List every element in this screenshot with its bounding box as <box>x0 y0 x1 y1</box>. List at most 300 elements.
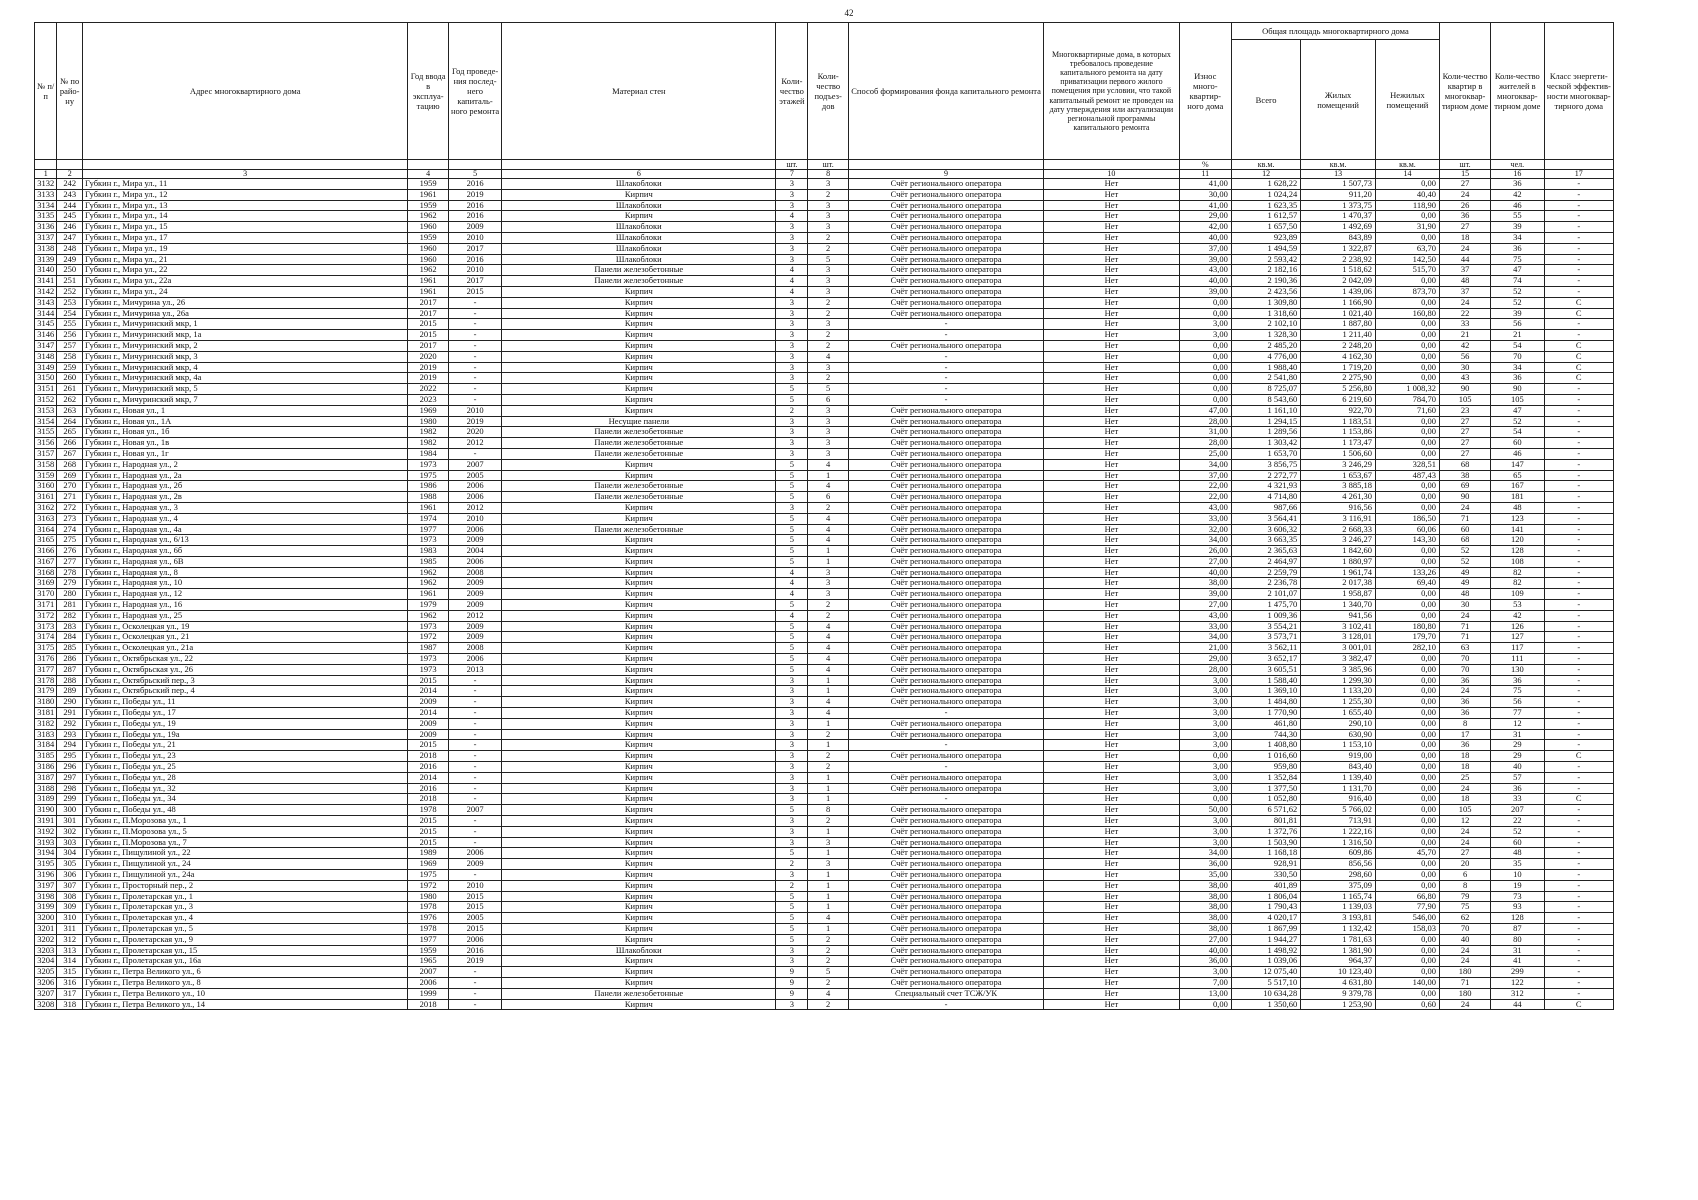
cell-privatization: Нет <box>1044 200 1179 211</box>
cell-privatization: Нет <box>1044 502 1179 513</box>
cell-year-in: 2022 <box>408 384 449 395</box>
col-header-apartments: Коли-чество квартир в многоквар-тирном доме <box>1439 23 1490 160</box>
table-row <box>35 621 1614 632</box>
cell-fund-method: Счёт регионального оператора <box>848 286 1043 297</box>
cell-energy-class: - <box>1544 222 1614 233</box>
cell-area-living: 1 340,70 <box>1301 600 1376 611</box>
cell-year-in: 2018 <box>408 794 449 805</box>
cell-district-no: 306 <box>57 870 83 881</box>
cell-residents: 42 <box>1491 189 1544 200</box>
cell-area-nonliving: 0,00 <box>1375 675 1439 686</box>
cell-year-in: 1959 <box>408 945 449 956</box>
cell-np: 3207 <box>35 988 57 999</box>
cell-apartments: 180 <box>1439 967 1490 978</box>
cell-address: Губкин г., Мира ул., 12 <box>82 189 407 200</box>
cell-year-in: 1961 <box>408 589 449 600</box>
cell-energy-class: - <box>1544 913 1614 924</box>
cell-privatization: Нет <box>1044 265 1179 276</box>
cell-floors: 3 <box>776 297 808 308</box>
cell-residents: 47 <box>1491 405 1544 416</box>
cell-wear: 0,00 <box>1179 373 1231 384</box>
cell-address: Губкин г., Мира ул., 22 <box>82 265 407 276</box>
cell-energy-class: - <box>1544 934 1614 945</box>
cell-material: Кирпич <box>502 621 776 632</box>
cell-address: Губкин г., Пищулиной ул., 24а <box>82 870 407 881</box>
cell-area-nonliving: 133,26 <box>1375 567 1439 578</box>
cell-privatization: Нет <box>1044 816 1179 827</box>
col-header-material: Материал стен <box>502 23 776 160</box>
cell-wear: 38,00 <box>1179 923 1231 934</box>
cell-area-nonliving: 142,50 <box>1375 254 1439 265</box>
cell-fund-method: Счёт регионального оператора <box>848 805 1043 816</box>
cell-year-repair: - <box>448 977 501 988</box>
cell-address: Губкин г., Мира ул., 19 <box>82 243 407 254</box>
cell-area-nonliving: 0,00 <box>1375 805 1439 816</box>
cell-district-no: 280 <box>57 589 83 600</box>
cell-address: Губкин г., Мира ул., 15 <box>82 222 407 233</box>
cell-material: Кирпич <box>502 837 776 848</box>
cell-energy-class: - <box>1544 448 1614 459</box>
cell-wear: 3,00 <box>1179 762 1231 773</box>
cell-area-living: 2 668,33 <box>1301 524 1376 535</box>
cell-area-nonliving: 0,00 <box>1375 232 1439 243</box>
cell-entrances: 1 <box>808 848 849 859</box>
cell-district-no: 300 <box>57 805 83 816</box>
cell-year-repair: 2016 <box>448 211 501 222</box>
cell-residents: 105 <box>1491 394 1544 405</box>
cell-residents: 108 <box>1491 556 1544 567</box>
cell-year-repair: 2009 <box>448 632 501 643</box>
cell-residents: 22 <box>1491 816 1544 827</box>
cell-fund-method: Счёт регионального оператора <box>848 276 1043 287</box>
cell-floors: 3 <box>776 837 808 848</box>
cell-apartments: 37 <box>1439 286 1490 297</box>
cell-area-total: 461,80 <box>1231 718 1300 729</box>
cell-apartments: 79 <box>1439 891 1490 902</box>
cell-entrances: 3 <box>808 837 849 848</box>
cell-entrances: 4 <box>808 988 849 999</box>
cell-year-repair: 2005 <box>448 470 501 481</box>
cell-area-nonliving: 0,00 <box>1375 729 1439 740</box>
cell-entrances: 8 <box>808 805 849 816</box>
cell-area-total: 3 856,75 <box>1231 459 1300 470</box>
cell-entrances: 3 <box>808 578 849 589</box>
cell-year-repair: - <box>448 373 501 384</box>
cell-address: Губкин г., Октябрьский пер., 4 <box>82 686 407 697</box>
cell-address: Губкин г., Народная ул., 16 <box>82 600 407 611</box>
cell-year-in: 2014 <box>408 772 449 783</box>
cell-wear: 29,00 <box>1179 654 1231 665</box>
cell-district-no: 314 <box>57 956 83 967</box>
cell-energy-class: - <box>1544 211 1614 222</box>
cell-energy-class: - <box>1544 459 1614 470</box>
cell-residents: 36 <box>1491 783 1544 794</box>
cell-material: Панели железобетонные <box>502 276 776 287</box>
cell-floors: 3 <box>776 718 808 729</box>
cell-address: Губкин г., Мичуринский мкр, 7 <box>82 394 407 405</box>
cell-area-living: 2 042,09 <box>1301 276 1376 287</box>
cell-year-in: 2015 <box>408 675 449 686</box>
cell-area-nonliving: 0,00 <box>1375 708 1439 719</box>
cell-year-in: 1959 <box>408 200 449 211</box>
cell-apartments: 38 <box>1439 470 1490 481</box>
cell-year-repair: - <box>448 740 501 751</box>
cell-material: Кирпич <box>502 286 776 297</box>
cell-material: Кирпич <box>502 999 776 1010</box>
column-number: 14 <box>1375 170 1439 179</box>
cell-material: Панели железобетонные <box>502 988 776 999</box>
cell-apartments: 27 <box>1439 179 1490 190</box>
cell-area-total: 1 612,57 <box>1231 211 1300 222</box>
cell-apartments: 71 <box>1439 513 1490 524</box>
cell-district-no: 264 <box>57 416 83 427</box>
table-row <box>35 448 1614 459</box>
cell-privatization: Нет <box>1044 351 1179 362</box>
cell-area-total: 1 498,92 <box>1231 945 1300 956</box>
cell-area-nonliving: 0,00 <box>1375 718 1439 729</box>
cell-area-total: 1 289,56 <box>1231 427 1300 438</box>
cell-area-nonliving: 0,00 <box>1375 340 1439 351</box>
cell-area-living: 1 139,40 <box>1301 772 1376 783</box>
cell-district-no: 258 <box>57 351 83 362</box>
cell-fund-method: Счёт регионального оператора <box>848 502 1043 513</box>
cell-privatization: Нет <box>1044 448 1179 459</box>
cell-district-no: 294 <box>57 740 83 751</box>
cell-residents: 29 <box>1491 740 1544 751</box>
cell-floors: 5 <box>776 470 808 481</box>
cell-district-no: 288 <box>57 675 83 686</box>
cell-year-repair: 2007 <box>448 459 501 470</box>
cell-wear: 35,00 <box>1179 870 1231 881</box>
cell-district-no: 250 <box>57 265 83 276</box>
cell-floors: 3 <box>776 200 808 211</box>
cell-fund-method: Счёт регионального оператора <box>848 934 1043 945</box>
cell-area-living: 609,86 <box>1301 848 1376 859</box>
cell-year-repair: 2019 <box>448 189 501 200</box>
cell-address: Губкин г., Победы ул., 34 <box>82 794 407 805</box>
cell-area-total: 8 543,60 <box>1231 394 1300 405</box>
cell-area-living: 916,40 <box>1301 794 1376 805</box>
cell-year-repair: 2006 <box>448 934 501 945</box>
cell-fund-method: Счёт регионального оператора <box>848 556 1043 567</box>
cell-residents: 130 <box>1491 664 1544 675</box>
cell-floors: 5 <box>776 524 808 535</box>
cell-np: 3169 <box>35 578 57 589</box>
cell-entrances: 3 <box>808 265 849 276</box>
cell-apartments: 36 <box>1439 211 1490 222</box>
cell-np: 3133 <box>35 189 57 200</box>
cell-address: Губкин г., Народная ул., 2 <box>82 459 407 470</box>
table-row <box>35 880 1614 891</box>
cell-residents: 52 <box>1491 286 1544 297</box>
cell-np: 3167 <box>35 556 57 567</box>
table-row <box>35 578 1614 589</box>
cell-residents: 128 <box>1491 546 1544 557</box>
cell-area-total: 1 294,15 <box>1231 416 1300 427</box>
cell-area-nonliving: 0,00 <box>1375 362 1439 373</box>
cell-district-no: 311 <box>57 923 83 934</box>
cell-residents: 60 <box>1491 837 1544 848</box>
cell-privatization: Нет <box>1044 578 1179 589</box>
table-row <box>35 513 1614 524</box>
cell-np: 3139 <box>35 254 57 265</box>
cell-district-no: 307 <box>57 880 83 891</box>
unit-area-nonliving: кв.м. <box>1375 160 1439 170</box>
cell-residents: 127 <box>1491 632 1544 643</box>
cell-residents: 46 <box>1491 200 1544 211</box>
cell-wear: 0,00 <box>1179 794 1231 805</box>
cell-apartments: 8 <box>1439 718 1490 729</box>
cell-year-repair: - <box>448 384 501 395</box>
cell-area-living: 298,60 <box>1301 870 1376 881</box>
cell-year-repair: 2010 <box>448 232 501 243</box>
cell-privatization: Нет <box>1044 556 1179 567</box>
table-row <box>35 956 1614 967</box>
cell-floors: 5 <box>776 621 808 632</box>
cell-np: 3146 <box>35 330 57 341</box>
cell-area-nonliving: 66,80 <box>1375 891 1439 902</box>
cell-area-living: 713,91 <box>1301 816 1376 827</box>
cell-material: Кирпич <box>502 578 776 589</box>
cell-district-no: 266 <box>57 438 83 449</box>
cell-energy-class: - <box>1544 600 1614 611</box>
cell-privatization: Нет <box>1044 589 1179 600</box>
cell-district-no: 272 <box>57 502 83 513</box>
cell-district-no: 262 <box>57 394 83 405</box>
cell-year-in: 1977 <box>408 524 449 535</box>
cell-area-nonliving: 140,00 <box>1375 977 1439 988</box>
cell-address: Губкин г., Народная ул., 25 <box>82 610 407 621</box>
cell-material: Кирпич <box>502 826 776 837</box>
cell-material: Кирпич <box>502 373 776 384</box>
cell-area-total: 2 272,77 <box>1231 470 1300 481</box>
cell-entrances: 4 <box>808 481 849 492</box>
table-row <box>35 438 1614 449</box>
cell-area-nonliving: 0,00 <box>1375 589 1439 600</box>
cell-privatization: Нет <box>1044 902 1179 913</box>
cell-year-in: 2019 <box>408 362 449 373</box>
cell-energy-class: - <box>1544 610 1614 621</box>
cell-residents: 34 <box>1491 362 1544 373</box>
cell-material: Кирпич <box>502 977 776 988</box>
cell-area-nonliving: 0,00 <box>1375 297 1439 308</box>
cell-area-nonliving: 546,00 <box>1375 913 1439 924</box>
cell-residents: 120 <box>1491 535 1544 546</box>
cell-energy-class: - <box>1544 643 1614 654</box>
cell-fund-method: Счёт регионального оператора <box>848 977 1043 988</box>
cell-wear: 30,00 <box>1179 189 1231 200</box>
cell-address: Губкин г., Пролетарская ул., 4 <box>82 913 407 924</box>
cell-district-no: 261 <box>57 384 83 395</box>
cell-material: Кирпич <box>502 589 776 600</box>
cell-address: Губкин г., Мира ул., 14 <box>82 211 407 222</box>
cell-wear: 38,00 <box>1179 913 1231 924</box>
cell-material: Шлакоблоки <box>502 222 776 233</box>
cell-privatization: Нет <box>1044 675 1179 686</box>
cell-address: Губкин г., Осколецкая ул., 21 <box>82 632 407 643</box>
cell-material: Шлакоблоки <box>502 200 776 211</box>
unit-entrances: шт. <box>808 160 849 170</box>
cell-area-total: 801,81 <box>1231 816 1300 827</box>
cell-year-repair: - <box>448 394 501 405</box>
cell-residents: 31 <box>1491 729 1544 740</box>
cell-entrances: 1 <box>808 923 849 934</box>
cell-address: Губкин г., Народная ул., 3 <box>82 502 407 513</box>
cell-area-living: 3 128,01 <box>1301 632 1376 643</box>
cell-wear: 0,00 <box>1179 297 1231 308</box>
cell-privatization: Нет <box>1044 967 1179 978</box>
cell-energy-class: - <box>1544 945 1614 956</box>
cell-floors: 5 <box>776 805 808 816</box>
cell-area-nonliving: 1 008,32 <box>1375 384 1439 395</box>
cell-area-living: 1 506,60 <box>1301 448 1376 459</box>
cell-wear: 37,00 <box>1179 243 1231 254</box>
cell-year-repair: - <box>448 988 501 999</box>
cell-area-living: 1 021,40 <box>1301 308 1376 319</box>
cell-np: 3160 <box>35 481 57 492</box>
cell-fund-method: Счёт регионального оператора <box>848 967 1043 978</box>
cell-fund-method: Счёт регионального оператора <box>848 675 1043 686</box>
cell-area-total: 2 541,80 <box>1231 373 1300 384</box>
cell-privatization: Нет <box>1044 826 1179 837</box>
cell-fund-method: - <box>848 351 1043 362</box>
cell-residents: 54 <box>1491 340 1544 351</box>
cell-address: Губкин г., П.Морозова ул., 1 <box>82 816 407 827</box>
cell-area-living: 1 153,86 <box>1301 427 1376 438</box>
cell-floors: 9 <box>776 977 808 988</box>
cell-residents: 147 <box>1491 459 1544 470</box>
cell-energy-class: - <box>1544 783 1614 794</box>
cell-address: Губкин г., Победы ул., 19а <box>82 729 407 740</box>
cell-entrances: 2 <box>808 977 849 988</box>
cell-fund-method: - <box>848 999 1043 1010</box>
cell-address: Губкин г., П.Морозова ул., 5 <box>82 826 407 837</box>
cell-year-repair: 2015 <box>448 891 501 902</box>
cell-area-living: 1 166,90 <box>1301 297 1376 308</box>
cell-fund-method: Счёт регионального оператора <box>848 686 1043 697</box>
cell-area-living: 10 123,40 <box>1301 967 1376 978</box>
cell-privatization: Нет <box>1044 373 1179 384</box>
cell-area-nonliving: 0,00 <box>1375 438 1439 449</box>
cell-np: 3134 <box>35 200 57 211</box>
cell-area-living: 1 253,90 <box>1301 999 1376 1010</box>
cell-area-total: 1 623,35 <box>1231 200 1300 211</box>
cell-fund-method: Счёт регионального оператора <box>848 783 1043 794</box>
cell-np: 3148 <box>35 351 57 362</box>
cell-address: Губкин г., Пролетарская ул., 15 <box>82 945 407 956</box>
cell-material: Кирпич <box>502 340 776 351</box>
cell-np: 3164 <box>35 524 57 535</box>
col-header-residents: Коли-чество жителей в многоквар-тирном доме <box>1491 23 1544 160</box>
cell-privatization: Нет <box>1044 697 1179 708</box>
cell-residents: 90 <box>1491 384 1544 395</box>
cell-year-in: 1961 <box>408 502 449 513</box>
cell-privatization: Нет <box>1044 340 1179 351</box>
table-row <box>35 988 1614 999</box>
cell-floors: 3 <box>776 826 808 837</box>
cell-district-no: 253 <box>57 297 83 308</box>
cell-area-nonliving: 186,50 <box>1375 513 1439 524</box>
table-row <box>35 762 1614 773</box>
cell-material: Кирпич <box>502 718 776 729</box>
cell-privatization: Нет <box>1044 286 1179 297</box>
cell-district-no: 278 <box>57 567 83 578</box>
cell-area-living: 1 131,70 <box>1301 783 1376 794</box>
cell-floors: 3 <box>776 783 808 794</box>
cell-wear: 28,00 <box>1179 438 1231 449</box>
cell-area-living: 941,56 <box>1301 610 1376 621</box>
cell-floors: 5 <box>776 913 808 924</box>
cell-year-in: 2015 <box>408 330 449 341</box>
cell-floors: 3 <box>776 740 808 751</box>
cell-floors: 3 <box>776 686 808 697</box>
cell-floors: 5 <box>776 848 808 859</box>
cell-np: 3163 <box>35 513 57 524</box>
table-row <box>35 718 1614 729</box>
cell-wear: 3,00 <box>1179 729 1231 740</box>
cell-material: Кирпич <box>502 405 776 416</box>
cell-fund-method: Счёт регионального оператора <box>848 610 1043 621</box>
cell-fund-method: Счёт регионального оператора <box>848 405 1043 416</box>
cell-district-no: 315 <box>57 967 83 978</box>
cell-material: Кирпич <box>502 794 776 805</box>
cell-apartments: 37 <box>1439 265 1490 276</box>
cell-wear: 33,00 <box>1179 621 1231 632</box>
cell-area-living: 3 246,27 <box>1301 535 1376 546</box>
cell-floors: 3 <box>776 816 808 827</box>
cell-area-total: 6 571,62 <box>1231 805 1300 816</box>
cell-energy-class: - <box>1544 546 1614 557</box>
cell-floors: 4 <box>776 610 808 621</box>
cell-entrances: 3 <box>808 405 849 416</box>
table-row <box>35 416 1614 427</box>
cell-district-no: 283 <box>57 621 83 632</box>
column-number: 2 <box>57 170 83 179</box>
cell-area-nonliving: 179,70 <box>1375 632 1439 643</box>
cell-area-total: 1 328,30 <box>1231 330 1300 341</box>
cell-wear: 3,00 <box>1179 967 1231 978</box>
cell-area-total: 1 352,84 <box>1231 772 1300 783</box>
cell-area-living: 3 001,01 <box>1301 643 1376 654</box>
cell-area-nonliving: 515,70 <box>1375 265 1439 276</box>
cell-area-living: 922,70 <box>1301 405 1376 416</box>
cell-area-living: 3 102,41 <box>1301 621 1376 632</box>
cell-address: Губкин г., Мичуринский мкр, 2 <box>82 340 407 351</box>
cell-address: Губкин г., Народная ул., 12 <box>82 589 407 600</box>
cell-area-nonliving: 0,00 <box>1375 600 1439 611</box>
cell-address: Губкин г., Победы ул., 32 <box>82 783 407 794</box>
cell-residents: 48 <box>1491 848 1544 859</box>
cell-year-in: 1978 <box>408 923 449 934</box>
cell-privatization: Нет <box>1044 179 1179 190</box>
cell-wear: 0,00 <box>1179 751 1231 762</box>
cell-address: Губкин г., Победы ул., 25 <box>82 762 407 773</box>
cell-np: 3183 <box>35 729 57 740</box>
table-row <box>35 384 1614 395</box>
cell-area-living: 919,00 <box>1301 751 1376 762</box>
cell-entrances: 5 <box>808 967 849 978</box>
cell-entrances: 4 <box>808 524 849 535</box>
cell-entrances: 2 <box>808 729 849 740</box>
cell-address: Губкин г., Мичуринский мкр, 1а <box>82 330 407 341</box>
cell-year-repair: 2016 <box>448 179 501 190</box>
cell-area-living: 1 507,73 <box>1301 179 1376 190</box>
cell-energy-class: - <box>1544 891 1614 902</box>
cell-material: Панели железобетонные <box>502 481 776 492</box>
cell-fund-method: Счёт регионального оператора <box>848 589 1043 600</box>
cell-year-repair: 2012 <box>448 438 501 449</box>
cell-privatization: Нет <box>1044 330 1179 341</box>
